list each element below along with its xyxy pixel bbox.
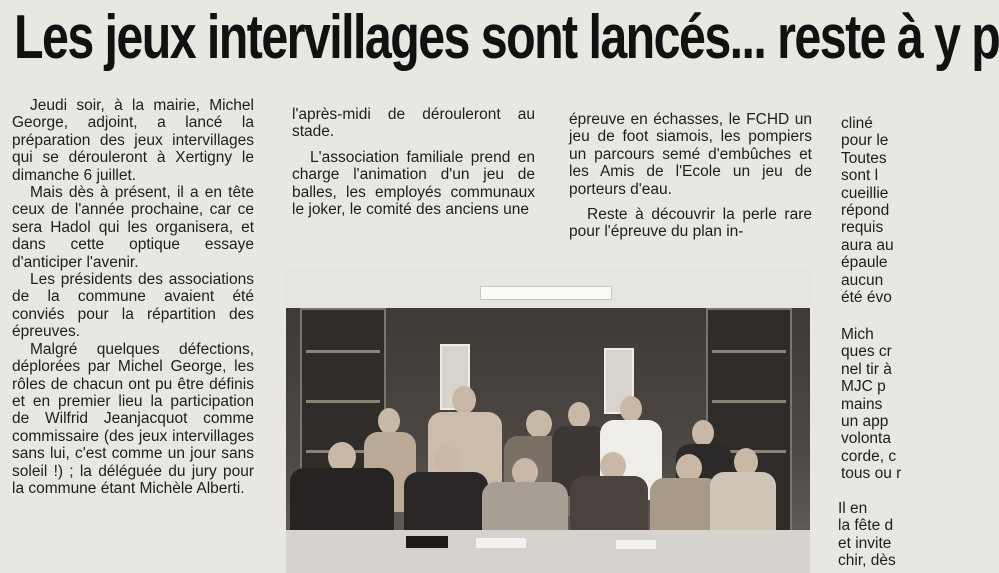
paragraph: Reste à découvrir la perle rare pour l'épreuve du plan in- <box>569 206 812 241</box>
line: corde, c <box>841 447 897 465</box>
line: Mich <box>841 326 874 343</box>
line: Toutes <box>841 149 887 167</box>
article-column-1 <box>12 97 254 497</box>
paper-sheet <box>616 540 656 549</box>
group-photo <box>286 268 810 573</box>
line: épaule <box>841 254 888 272</box>
line: nel tir à <box>841 360 892 378</box>
article-column-4-bottom <box>838 500 918 570</box>
line: mains <box>841 395 883 413</box>
article-column-2 <box>292 106 535 218</box>
line: aucun <box>841 271 884 289</box>
paragraph: Jeudi soir, à la mairie, Michel George, adjoint, a lancé la préparation des jeux intervillages qui se dérouleront à Xertigny le dimanche 6 juillet. <box>12 97 254 184</box>
line: tous ou r <box>841 465 902 483</box>
paragraph: Malgré quelques défections, déplorées par Michel George, les rôles de chacun ont pu être définis et en premier lieu la participation de Wilfrid Jeanjacquot comme commissaire (des jeux intervillages sans lui, c'est comme un jour sans soleil !) ; la déléguée du jury pour la commune étant Michèle Alberti. <box>12 340 254 497</box>
paragraph: épreuve en échasses, le FCHD un jeu de foot siamois, les pompiers un parcours semé d'embûches et les Amis de l'Ecole un jeu de porteurs d'eau. <box>569 111 812 198</box>
article-column-4-top <box>841 115 921 306</box>
line: et invite <box>838 534 892 552</box>
ceiling-lamp <box>480 286 612 300</box>
line: cliné <box>841 115 873 132</box>
line: cueillie <box>841 184 889 202</box>
line: volonta <box>841 430 891 448</box>
folder <box>406 536 448 548</box>
headline: Les jeux intervillages sont lancés... reste à y p <box>14 3 999 72</box>
line: chir, dès <box>838 552 896 570</box>
line: Il en <box>838 500 868 517</box>
line: la fête d <box>838 517 894 535</box>
paragraph: Mais dès à présent, il a en tête ceux de l'année prochaine, car ce sera Hadol qui les organisera, et dans cette optique essaye d'anticiper l'avenir. <box>12 184 254 271</box>
paragraph: l'après-midi de dérouleront au stade. <box>292 106 535 141</box>
article-column-3 <box>569 111 812 241</box>
line: ques cr <box>841 343 892 361</box>
line: répond <box>841 202 890 220</box>
line: un app <box>841 413 889 431</box>
line: aura au <box>841 236 894 254</box>
table <box>286 530 810 573</box>
line: MJC p <box>841 378 886 396</box>
paragraph: Les présidents des associations de la commune avaient été conviés pour la répartition des épreuves. <box>12 271 254 341</box>
line: été évo <box>841 289 892 307</box>
paragraph: L'association familiale prend en charge l'animation d'un jeu de balles, les employés communaux le joker, le comité des anciens une <box>292 148 535 219</box>
line: pour le <box>841 132 889 150</box>
line: sont l <box>841 167 879 185</box>
paper-sheet <box>476 538 526 548</box>
line: requis <box>841 219 884 237</box>
article-column-4-middle <box>841 326 921 483</box>
